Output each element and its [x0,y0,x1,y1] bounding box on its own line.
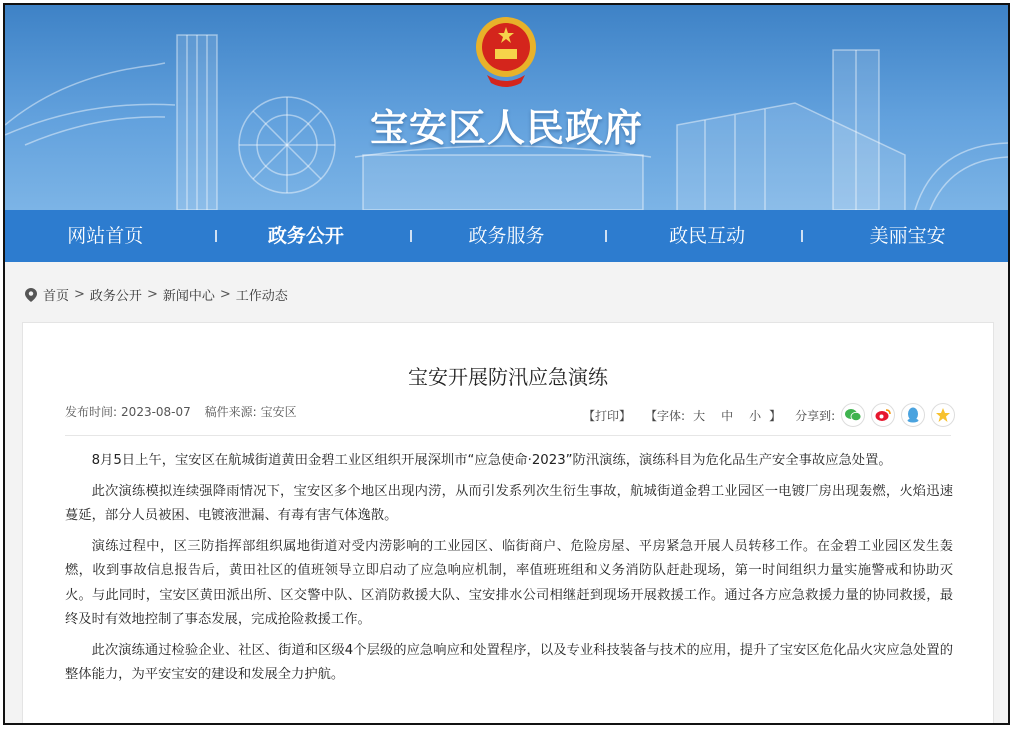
article-title: 宝安开展防汛应急演练 [408,365,608,389]
nav-item-services[interactable]: 政务服务 [468,225,545,247]
browser-frame [3,3,1010,725]
publish-date: 2023-08-07 [121,405,191,419]
font-size-label: 【字体: [645,408,686,423]
share-label: 分享到: [795,408,836,423]
breadcrumb-separator: > [74,287,85,302]
breadcrumb-separator: > [219,287,231,302]
breadcrumb-separator: > [146,287,158,302]
font-size-medium[interactable]: 中 [721,408,734,423]
nav-divider [605,230,607,242]
font-size-small[interactable]: 小 [749,408,762,423]
qzone-icon[interactable] [931,403,955,427]
font-size-close: 】 [769,408,782,423]
nav-item-interaction[interactable]: 政民互动 [669,225,746,247]
qq-icon[interactable] [901,403,925,427]
article-body [65,449,953,694]
font-size-large[interactable]: 大 [693,408,706,423]
header-banner [5,5,1008,210]
article-tools [583,403,955,427]
wechat-icon[interactable] [841,403,865,427]
article-paragraph: 8月5日上午，宝安区在航城街道黄田金碧工业区组织开展深圳市“应急使命·2023”防汛演练，演练科目为危化品生产安全事故应急处置。 [91,453,892,468]
publish-label: 发布时间: [65,405,118,419]
nav-item-home[interactable]: 网站首页 [67,225,144,247]
article-paragraph: 此次演练模拟连续强降雨情况下，宝安区多个地区出现内涝，从而引发系列次生衍生事故，航城街道金碧工业园区一电镀厂房出现轰燃，火焰迅速蔓延，部分人员被困、电镀液泄漏、有毒有害气体逸散。 [65,483,953,523]
breadcrumb [25,285,288,304]
nav-divider [801,230,803,242]
weibo-icon[interactable] [871,403,895,427]
site-title: 宝安区人民政府 [369,106,643,150]
meta-divider [65,435,951,436]
article-card [22,322,994,725]
breadcrumb-news-center[interactable]: 新闻中心 [162,289,215,304]
source-value: 宝安区 [260,405,297,419]
article-meta [65,403,307,420]
article-paragraph: 此次演练通过检验企业、社区、街道和区级4个层级的应急响应和处置程序，以及专业科技装备与技术的应用，提升了宝安区危化品火灾应急处置的整体能力，为平安宝安的建设和发展全力护航。 [65,642,953,682]
breadcrumb-government-affairs[interactable]: 政务公开 [89,289,142,304]
nav-divider [215,230,217,242]
nav-item-beautiful-baoan[interactable]: 美丽宝安 [869,225,946,247]
main-nav [5,210,1008,262]
national-emblem-icon [473,15,539,91]
breadcrumb-work-news[interactable]: 工作动态 [235,289,288,304]
article-paragraph: 演练过程中，区三防指挥部组织属地街道对受内涝影响的工业园区、临街商户、危险房屋、平房紧急开展人员转移工作。在金碧工业园区发生轰燃，收到事故信息报告后，黄田社区的值班领导立即启动了应急响应机制，率值班班组和义务消防队赶赴现场，第一时间组织力量实施警戒和协助灭火。与此同时，宝安区黄田派出所、区交警中队、区消防救援大队、宝安排水公司相继赶到现场开展救援工作。通过各方应急救援力量的协同救援，最终及时有效地控制了事态发展，完成抢险救援工作。 [65,538,953,627]
location-pin-icon [25,288,37,302]
nav-divider [410,230,412,242]
breadcrumb-home[interactable]: 首页 [43,289,70,304]
nav-item-government-affairs[interactable]: 政务公开 [267,225,344,247]
source-label: 稿件来源: [204,405,257,419]
print-button[interactable]: 【打印】 [583,408,632,423]
breadcrumb-bar [5,262,1008,322]
